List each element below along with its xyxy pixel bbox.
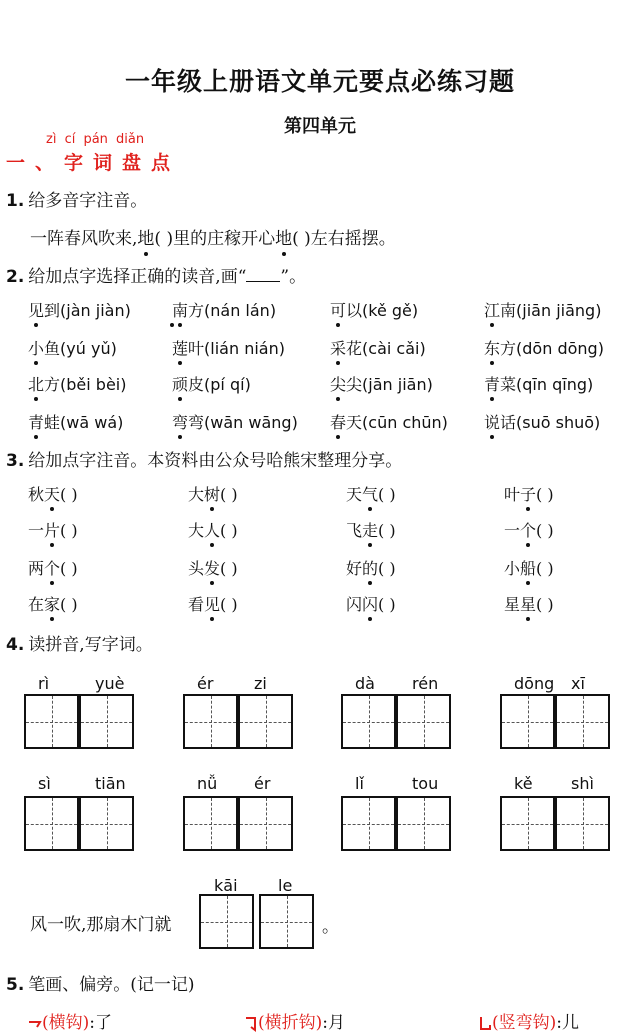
sentence-part: 一阵春风吹来, (30, 229, 138, 249)
q2-item[interactable] (484, 298, 601, 321)
answer-blank[interactable]: ( ) (220, 595, 238, 614)
pinyin: xī (571, 674, 585, 693)
answer-blank[interactable]: ( ) (60, 521, 78, 540)
q2-item[interactable] (484, 410, 600, 433)
char: 到 (44, 301, 61, 320)
writing-box[interactable] (24, 796, 79, 851)
q3-item[interactable] (346, 592, 396, 615)
stroke-name: (竖弯钩) (492, 1013, 557, 1033)
char: 大 (188, 485, 205, 504)
pinyin-choices[interactable]: (kě gě) (362, 301, 419, 320)
q2-item[interactable] (330, 372, 433, 395)
question-2 (6, 262, 306, 287)
dotted-char: 家 (44, 595, 61, 614)
writing-box[interactable] (79, 796, 134, 851)
section-title-text: 一、字词盘点 (6, 152, 181, 174)
char: 叶 (504, 485, 521, 504)
pinyin-choices[interactable]: (dōn dōng) (516, 339, 604, 358)
char: 好 (346, 559, 363, 578)
pinyin: le (278, 876, 293, 895)
dotted-char: 见 (28, 301, 45, 320)
pinyin-choices[interactable]: (cài cǎi) (362, 339, 426, 358)
dotted-char: 个 (520, 521, 537, 540)
question-5 (6, 970, 195, 995)
unit-title: 第四单元 (284, 116, 356, 137)
dotted-char: 天 (44, 485, 61, 504)
dotted-char: 星 (520, 595, 537, 614)
page-title: 一年级上册语文单元要点必练习题 (124, 67, 515, 96)
answer-blank[interactable]: ( ) (60, 485, 78, 504)
answer-blank[interactable]: ( ) (378, 521, 396, 540)
dotted-char: 树 (204, 485, 221, 504)
q2-item[interactable] (484, 372, 593, 395)
q3-item[interactable] (188, 556, 238, 579)
answer-blank[interactable]: ( ) (60, 595, 78, 614)
pinyin-choices[interactable]: (cūn chūn) (362, 413, 448, 432)
pinyin: sì (38, 774, 51, 793)
q2-item[interactable] (28, 298, 131, 321)
writing-box[interactable] (555, 694, 610, 749)
stroke-example: :了 (89, 1013, 112, 1033)
q3-item[interactable] (504, 556, 554, 579)
writing-box[interactable] (79, 694, 134, 749)
question-text: 笔画、偏旁。(记一记) (28, 975, 195, 995)
heng-gou-stroke-icon (28, 1016, 42, 1032)
answer-underline (246, 267, 280, 282)
question-text: 读拼音,写字词。 (28, 635, 153, 655)
writing-box[interactable] (183, 796, 238, 851)
writing-box[interactable] (500, 694, 555, 749)
char: 在 (28, 595, 45, 614)
writing-box[interactable] (238, 796, 293, 851)
dotted-char: 顽 (172, 375, 189, 394)
dotted-char: 闪 (362, 595, 379, 614)
char: 小 (504, 559, 521, 578)
dotted-char: 气 (362, 485, 379, 504)
pinyin: lǐ (355, 774, 364, 793)
dotted-char: 地 (275, 229, 293, 249)
pinyin: nǚ (197, 774, 218, 793)
answer-blank[interactable]: ( ) (536, 559, 554, 578)
pinyin-choices[interactable]: (wān wāng) (204, 413, 298, 432)
pinyin: tiān (95, 774, 126, 793)
dotted-char: 采 (330, 339, 347, 358)
question-text: 给加点字选择正确的读音,画“ (28, 267, 247, 287)
answer-blank[interactable]: ( ) (60, 559, 78, 578)
q2-item[interactable] (330, 336, 426, 359)
char: 大 (188, 521, 205, 540)
writing-box[interactable] (24, 694, 79, 749)
q3-item[interactable] (188, 592, 238, 615)
writing-box[interactable] (396, 796, 451, 851)
char: 叶 (188, 339, 205, 358)
pinyin: kě (514, 774, 533, 793)
pinyin: yuè (95, 674, 125, 693)
answer-blank[interactable]: ( ) (378, 485, 396, 504)
dotted-char: 春 (330, 413, 347, 432)
dotted-char: 发 (204, 559, 221, 578)
q2-item[interactable] (172, 372, 251, 395)
dotted-char: 说 (484, 413, 501, 432)
stroke-item-3 (478, 1008, 579, 1033)
question-number: 2. (6, 267, 25, 287)
q1-sentence (30, 224, 396, 249)
char: 南 (500, 301, 517, 320)
char: 方 (500, 339, 517, 358)
char: 天 (346, 413, 363, 432)
dotted-char: 东 (484, 339, 501, 358)
dotted-char: 北 (28, 375, 45, 394)
pinyin-choices[interactable]: (jiān jiāng) (516, 301, 602, 320)
question-text: 给加点字注音。本资料由公众号哈熊宋整理分享。 (28, 451, 403, 471)
dotted-char: 尖 (330, 375, 347, 394)
dotted-char: 走 (362, 521, 379, 540)
stroke-item-2 (244, 1008, 345, 1033)
stroke-name: (横钩) (42, 1013, 90, 1033)
dotted-char: 个 (44, 559, 61, 578)
q2-item[interactable] (172, 410, 298, 433)
char: 看 (188, 595, 205, 614)
char: 两 (28, 559, 45, 578)
question-1 (6, 186, 147, 211)
char: 闪 (346, 595, 363, 614)
q2-item[interactable] (28, 410, 123, 433)
dotted-char: 青 (484, 375, 501, 394)
pinyin: rén (412, 674, 439, 693)
q2-item[interactable] (172, 336, 285, 359)
question-text: 给多音字注音。 (28, 191, 148, 211)
dotted-char: 弯 (172, 413, 189, 432)
pinyin: kāi (214, 876, 238, 895)
dotted-char: 江 (484, 301, 501, 320)
char: 尖 (346, 375, 363, 394)
pinyin-choices[interactable]: (pí qí) (204, 375, 251, 394)
stroke-name: (横折钩) (258, 1013, 323, 1033)
char: 一 (28, 521, 45, 540)
q3-item[interactable] (504, 592, 554, 615)
q2-item[interactable] (172, 298, 276, 321)
section-title (6, 148, 180, 175)
pinyin-choices[interactable]: 方(nán lán) (188, 301, 277, 320)
q3-item[interactable] (28, 482, 78, 505)
pinyin-choices[interactable]: (lián nián) (204, 339, 285, 358)
pinyin: ér (254, 774, 271, 793)
question-number: 1. (6, 191, 25, 211)
dotted-char: 莲 (172, 339, 189, 358)
q3-item[interactable] (28, 556, 78, 579)
section-pinyin: zì cí pán diǎn (46, 132, 145, 147)
answer-blank[interactable]: ( ) (536, 485, 554, 504)
char: 头 (188, 559, 205, 578)
writing-box[interactable] (555, 796, 610, 851)
pinyin: dà (355, 674, 375, 693)
writing-box[interactable] (183, 694, 238, 749)
question-number: 3. (6, 451, 25, 471)
question-3 (6, 446, 402, 471)
q4-sentence-b: 。 (322, 917, 339, 937)
stroke-example: :儿 (556, 1013, 579, 1033)
dotted-char: 船 (520, 559, 537, 578)
char: 一 (504, 521, 521, 540)
writing-box[interactable] (500, 796, 555, 851)
dotted-char: 片 (44, 521, 61, 540)
answer-blank[interactable]: ( ) (220, 485, 238, 504)
char: 以 (346, 301, 363, 320)
q3-item[interactable] (28, 518, 78, 541)
writing-box[interactable] (341, 796, 396, 851)
writing-box[interactable] (259, 894, 314, 949)
q2-item[interactable] (330, 410, 448, 433)
sentence-part: ( )里的庄稼开心 (154, 229, 276, 249)
char: 菜 (500, 375, 517, 394)
q3-item[interactable] (28, 592, 78, 615)
pinyin-choices[interactable]: (jān jiān) (362, 375, 433, 394)
answer-blank[interactable]: ( ) (536, 521, 554, 540)
dotted-char: 子 (520, 485, 537, 504)
writing-box[interactable] (396, 694, 451, 749)
q2-item[interactable] (330, 298, 418, 321)
answer-blank[interactable]: ( ) (378, 595, 396, 614)
dotted-char: 人 (204, 521, 221, 540)
char: 天 (346, 485, 363, 504)
q3-item[interactable] (346, 518, 396, 541)
pinyin: shì (571, 774, 594, 793)
pinyin-choices[interactable]: (suō shuō) (516, 413, 601, 432)
q2-item[interactable] (484, 336, 604, 359)
q3-item[interactable] (504, 518, 554, 541)
char: 弯 (188, 413, 205, 432)
writing-box[interactable] (238, 694, 293, 749)
dotted-char: 地 (137, 229, 155, 249)
question-number: 5. (6, 975, 25, 995)
char: 方 (44, 375, 61, 394)
question-4 (6, 630, 153, 655)
q3-item[interactable] (346, 556, 396, 579)
q3-item[interactable] (346, 482, 396, 505)
pinyin: dōng (514, 674, 555, 693)
q2-item[interactable] (28, 372, 127, 395)
q3-item[interactable] (504, 482, 554, 505)
dotted-char: 可 (330, 301, 347, 320)
dotted-char: 青 (28, 413, 45, 432)
q3-item[interactable] (188, 518, 238, 541)
dotted-char: 见 (204, 595, 221, 614)
heng-zhe-gou-stroke-icon (244, 1016, 258, 1032)
char: 秋 (28, 485, 45, 504)
char: 皮 (188, 375, 205, 394)
pinyin: ér (197, 674, 214, 693)
dotted-char: 小 (28, 339, 45, 358)
char: 话 (500, 413, 517, 432)
char: 飞 (346, 521, 363, 540)
pinyin-choices[interactable]: (yú yǔ) (60, 339, 117, 358)
answer-blank[interactable]: ( ) (378, 559, 396, 578)
shu-wan-gou-stroke-icon (478, 1016, 492, 1032)
char: 花 (346, 339, 363, 358)
pinyin-choices[interactable]: (jàn jiàn) (60, 301, 131, 320)
pinyin: zi (254, 674, 267, 693)
question-text: ”。 (280, 267, 307, 287)
char: 蛙 (44, 413, 61, 432)
char: 鱼 (44, 339, 61, 358)
pinyin: rì (38, 674, 50, 693)
answer-blank[interactable]: ( ) (536, 595, 554, 614)
q3-item[interactable] (188, 482, 238, 505)
pinyin-choices[interactable]: (wā wá) (60, 413, 124, 432)
pinyin-choices[interactable]: (běi bèi) (60, 375, 127, 394)
writing-box[interactable] (199, 894, 254, 949)
char: 南 (172, 301, 189, 320)
char: 星 (504, 595, 521, 614)
dotted-char: 的 (362, 559, 379, 578)
answer-blank[interactable]: ( ) (220, 521, 238, 540)
stroke-example: :月 (322, 1013, 345, 1033)
q2-item[interactable] (28, 336, 117, 359)
stroke-item-1 (28, 1008, 112, 1033)
question-number: 4. (6, 635, 25, 655)
writing-box[interactable] (341, 694, 396, 749)
q4-sentence-a: 风一吹,那扇木门就 (30, 915, 172, 935)
pinyin: tou (412, 774, 439, 793)
sentence-part: ( )左右摇摆。 (292, 229, 396, 249)
pinyin-choices[interactable]: (qīn qīng) (516, 375, 594, 394)
answer-blank[interactable]: ( ) (220, 559, 238, 578)
